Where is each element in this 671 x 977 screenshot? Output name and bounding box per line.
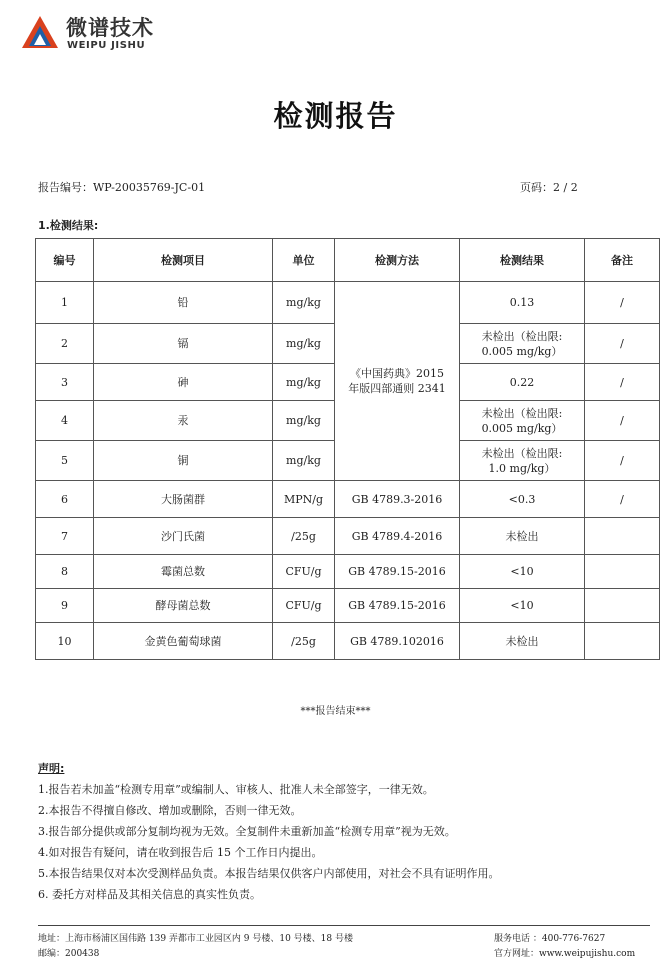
result-line: 未检出 <box>505 529 539 543</box>
cell-remark: / <box>585 401 660 441</box>
declaration-item: 2.本报告不得擅自修改、增加或删除，否则一律无效。 <box>38 804 302 817</box>
cell-result <box>460 518 585 555</box>
cell-remark <box>585 623 660 660</box>
table-row <box>36 623 660 660</box>
cell-no: 5 <box>36 441 94 481</box>
results-table <box>35 238 660 660</box>
footer-address: 地址：上海市杨浦区国伟路 139 弄都市工业园区内 9 号楼、10 号楼、18 号楼 <box>38 934 353 944</box>
cell-unit: mg/kg <box>273 364 335 401</box>
cell-method: GB 4789.3-2016 <box>335 481 460 518</box>
result-line: 0.005 mg/kg） <box>481 421 563 435</box>
result-line: <0.3 <box>508 492 536 506</box>
footer-website: 官方网址：www.weipujishu.com <box>494 949 636 959</box>
cell-result <box>460 441 585 481</box>
cell-no: 4 <box>36 401 94 441</box>
header-item: 检测项目 <box>94 239 273 282</box>
cell-remark <box>585 589 660 623</box>
cell-no: 6 <box>36 481 94 518</box>
cell-method: GB 4789.4-2016 <box>335 518 460 555</box>
cell-result <box>460 623 585 660</box>
cell-remark: / <box>585 481 660 518</box>
cell-method: GB 4789.102016 <box>335 623 460 660</box>
cell-method: GB 4789.15-2016 <box>335 589 460 623</box>
result-line: <10 <box>510 565 534 578</box>
table-row <box>36 518 660 555</box>
method-line: 年版四部通则 2341 <box>348 382 446 395</box>
cell-unit: CFU/g <box>273 589 335 623</box>
cell-no: 10 <box>36 623 94 660</box>
table-row <box>36 555 660 589</box>
cell-item: 砷 <box>94 364 273 401</box>
cell-item: 酵母菌总数 <box>94 589 273 623</box>
cell-result <box>460 324 585 364</box>
declaration-item: 1.报告若未加盖“检测专用章”或编制人、审核人、批准人未全部签字，一律无效。 <box>38 783 434 796</box>
cell-method: GB 4789.15-2016 <box>335 555 460 589</box>
cell-unit: mg/kg <box>273 324 335 364</box>
report-end-note: ***报告结束*** <box>300 706 371 717</box>
result-line: 0.13 <box>509 296 535 309</box>
page-number: 页码：2 / 2 <box>520 181 578 194</box>
company-logo <box>20 12 220 56</box>
cell-remark: / <box>585 364 660 401</box>
cell-unit: MPN/g <box>273 481 335 518</box>
cell-no: 7 <box>36 518 94 555</box>
table-body <box>36 282 660 660</box>
table-row <box>36 481 660 518</box>
cell-result <box>460 401 585 441</box>
cell-result <box>460 481 585 518</box>
declaration-item: 3.报告部分提供或部分复制均视为无效。全复制件未重新加盖“检测专用章”视为无效。 <box>38 825 456 838</box>
cell-method-merged <box>335 282 460 481</box>
result-line: 未检出 <box>505 634 539 648</box>
cell-remark <box>585 518 660 555</box>
result-line: 0.22 <box>509 375 535 389</box>
result-line: 1.0 mg/kg） <box>488 461 556 475</box>
cell-item: 沙门氏菌 <box>94 518 273 555</box>
cell-no: 2 <box>36 324 94 364</box>
result-line: 未检出（检出限: <box>481 406 563 420</box>
result-line: <10 <box>510 599 534 612</box>
cell-result <box>460 589 585 623</box>
logo-mark-icon <box>20 14 60 52</box>
declaration-item: 6. 委托方对样品及其相关信息的真实性负责。 <box>38 888 261 901</box>
section-title: 1.检测结果: <box>38 219 99 232</box>
cell-remark: / <box>585 324 660 364</box>
table-row <box>36 282 660 324</box>
cell-unit: /25g <box>273 518 335 555</box>
declaration-item: 4.如对报告有疑问，请在收到报告后 15 个工作日内提出。 <box>38 846 323 859</box>
cell-unit: mg/kg <box>273 401 335 441</box>
cell-no: 3 <box>36 364 94 401</box>
cell-item: 金黄色葡萄球菌 <box>94 623 273 660</box>
footer-divider <box>38 925 650 926</box>
table-row <box>36 589 660 623</box>
logo-text-en: WEIPU JISHU <box>67 40 146 51</box>
cell-item: 铜 <box>94 441 273 481</box>
header-remark: 备注 <box>585 239 660 282</box>
declaration-title: 声明: <box>38 762 65 775</box>
page-title: 检测报告 <box>273 99 398 133</box>
result-line: 未检出（检出限: <box>481 446 563 460</box>
declaration-list <box>38 779 500 905</box>
cell-item: 汞 <box>94 401 273 441</box>
footer-phone: 服务电话 ：400-776-7627 <box>494 934 606 944</box>
cell-remark: / <box>585 282 660 324</box>
header-no: 编号 <box>36 239 94 282</box>
cell-unit: mg/kg <box>273 282 335 324</box>
cell-unit: mg/kg <box>273 441 335 481</box>
method-line: 《中国药典》2015 <box>350 367 444 380</box>
cell-item: 镉 <box>94 324 273 364</box>
table-header-row <box>36 239 660 282</box>
cell-remark: / <box>585 441 660 481</box>
cell-result <box>460 364 585 401</box>
cell-unit: /25g <box>273 623 335 660</box>
cell-remark <box>585 555 660 589</box>
declaration-item: 5.本报告结果仅对本次受测样品负责。本报告结果仅供客户内部使用，对社会不具有证明作用。 <box>38 867 500 880</box>
cell-no: 8 <box>36 555 94 589</box>
cell-item: 铅 <box>94 282 273 324</box>
header-result: 检测结果 <box>460 239 585 282</box>
cell-unit: CFU/g <box>273 555 335 589</box>
cell-result <box>460 555 585 589</box>
cell-item: 霉菌总数 <box>94 555 273 589</box>
logo-text-cn: 微谱技术 <box>66 16 154 40</box>
cell-result <box>460 282 585 324</box>
cell-no: 9 <box>36 589 94 623</box>
result-line: 未检出（检出限: <box>481 329 563 343</box>
header-unit: 单位 <box>273 239 335 282</box>
cell-no: 1 <box>36 282 94 324</box>
footer-postcode: 邮编：200438 <box>38 949 100 959</box>
header-method: 检测方法 <box>335 239 460 282</box>
result-line: 0.005 mg/kg） <box>481 344 563 358</box>
report-number: 报告编号：WP-20035769-JC-01 <box>38 181 206 194</box>
cell-item: 大肠菌群 <box>94 481 273 518</box>
